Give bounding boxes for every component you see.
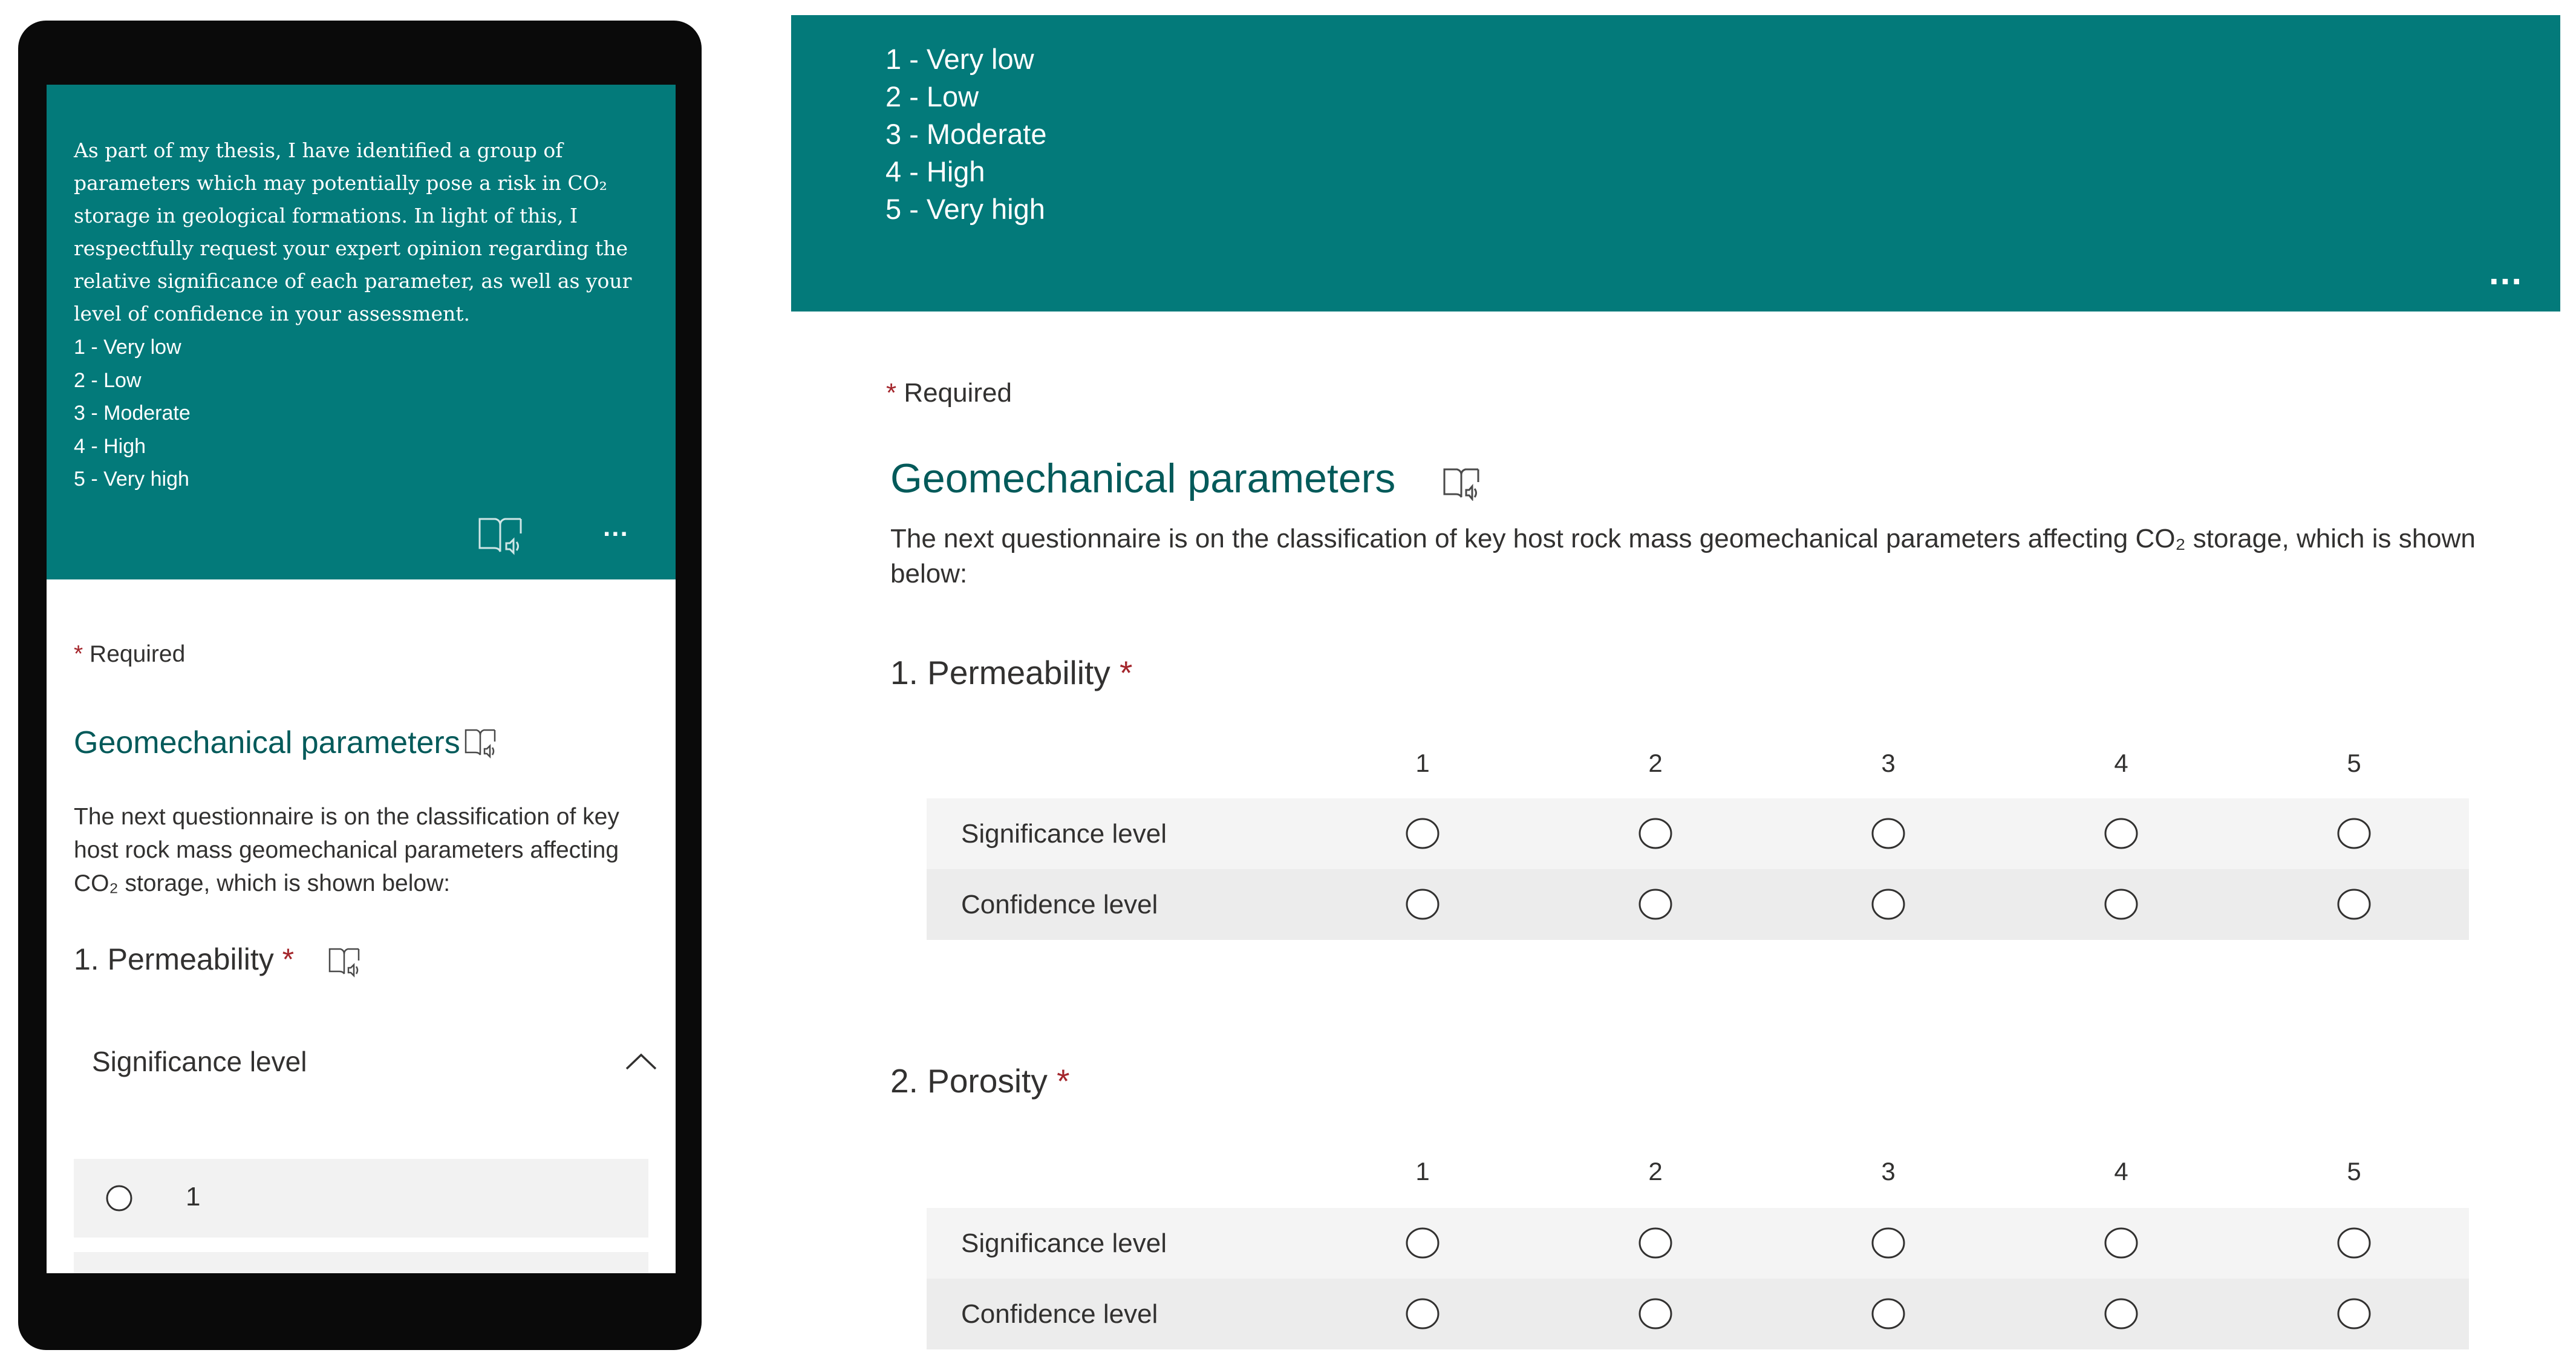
column-header: 3 [1881,749,1896,777]
question-number: 1. [74,942,99,976]
likert-grid [927,1208,2469,1349]
question-text: Permeability [107,942,274,976]
radio-icon[interactable] [2104,1297,2139,1330]
question-text: Permeability [927,654,1110,691]
required-label: Required [90,641,186,667]
radio-icon[interactable] [2336,888,2372,921]
desktop-scale-item: 4 - High [885,155,985,188]
immersive-reader-icon[interactable] [328,946,360,977]
radio-icon[interactable] [1871,1227,1906,1259]
column-header: 5 [2347,749,2361,777]
question-text: Porosity [927,1062,1048,1100]
question-title [890,1062,1070,1100]
more-icon[interactable]: ... [603,512,629,542]
desktop-scale-item: 3 - Moderate [885,118,1047,150]
likert-row [927,1208,2469,1279]
choice-option[interactable] [74,1159,648,1238]
desktop-form-header [791,15,2560,312]
required-star: * [282,942,295,976]
required-star: * [74,641,83,667]
significance-level-dropdown[interactable]: Significance level [92,1046,307,1077]
column-header: 4 [2114,749,2128,777]
question-title [890,653,1132,692]
likert-column-headers [927,1157,2469,1187]
choice-label: 1 [186,1182,201,1212]
required-star: * [1057,1062,1070,1100]
column-header: 2 [1648,749,1663,777]
column-header: 5 [2347,1157,2361,1186]
radio-icon[interactable] [1405,1227,1440,1259]
radio-icon[interactable] [1871,1297,1906,1330]
mobile-scale-item: 1 - Very low [74,336,181,359]
immersive-reader-icon[interactable] [477,515,523,556]
mobile-rating-scale [74,331,191,496]
row-label: Significance level [961,819,1167,849]
radio-icon[interactable] [1405,1297,1440,1330]
required-label: Required [904,378,1012,408]
likert-grid [927,798,2469,940]
question-number: 1. [890,654,918,691]
phone-screen [47,85,676,1273]
radio-icon[interactable] [2336,817,2372,850]
desktop-scale-item: 5 - Very high [885,193,1045,225]
choice-option[interactable] [74,1252,648,1273]
immersive-reader-icon[interactable] [464,727,497,758]
radio-icon[interactable] [2104,1227,2139,1259]
row-label: Significance level [961,1228,1167,1258]
section-description: The next questionnaire is on the classification of key host rock mass geomechanical parameters affecting CO₂ storage, which is shown below: [74,804,619,896]
likert-row [927,1279,2469,1349]
question-title [74,942,294,977]
column-header: 3 [1881,1157,1896,1186]
radio-icon[interactable] [1871,817,1906,850]
phone-frame [18,21,702,1350]
radio-icon[interactable] [1638,817,1673,850]
likert-row [927,798,2469,869]
desktop-scale-item: 1 - Very low [885,43,1034,75]
mobile-scale-item: 5 - Very high [74,468,189,491]
desktop-scale-item: 2 - Low [885,80,979,113]
desktop-rating-scale [885,41,1046,228]
row-label: Confidence level [961,1299,1158,1329]
immersive-reader-icon[interactable] [1443,466,1480,501]
mobile-scale-item: 3 - Moderate [74,402,191,425]
row-label: Confidence level [961,890,1158,919]
column-header: 1 [1415,749,1430,777]
section-description: The next questionnaire is on the classification of key host rock mass geomechanical parameters affecting CO₂ storage, which is shown below: [890,524,2476,589]
radio-icon[interactable] [1638,1297,1673,1330]
column-header: 2 [1648,1157,1663,1186]
radio-icon[interactable] [1871,888,1906,921]
mobile-scale-item: 4 - High [74,434,146,458]
radio-icon[interactable] [1405,888,1440,921]
radio-icon[interactable] [105,1184,133,1212]
column-header: 4 [2114,1157,2128,1186]
chevron-up-icon[interactable] [624,1052,658,1071]
required-star: * [886,378,897,408]
radio-icon[interactable] [2104,888,2139,921]
radio-icon[interactable] [1405,817,1440,850]
radio-icon[interactable] [1638,888,1673,921]
required-note [886,378,1012,408]
required-note [74,641,185,668]
radio-icon[interactable] [1638,1227,1673,1259]
mobile-intro-text: As part of my thesis, I have identified a group of parameters which may potentially pose a risk in CO₂ storage in geological formations. In light of this, I respectfully request your expert opinion regarding the relative significance of each parameter, as well as your level of confidence in your assessment. [74,139,632,325]
likert-row [927,869,2469,940]
mobile-scale-item: 2 - Low [74,368,142,392]
radio-icon[interactable] [2336,1227,2372,1259]
radio-icon[interactable] [2336,1297,2372,1330]
section-title: Geomechanical parameters [74,725,460,760]
likert-column-headers [927,749,2469,779]
radio-icon[interactable] [2104,817,2139,850]
more-icon[interactable]: ... [2488,252,2523,292]
section-title: Geomechanical parameters [890,455,1396,501]
mobile-form-header [47,85,676,579]
question-number: 2. [890,1062,918,1100]
column-header: 1 [1415,1157,1430,1186]
required-star: * [1120,654,1133,691]
